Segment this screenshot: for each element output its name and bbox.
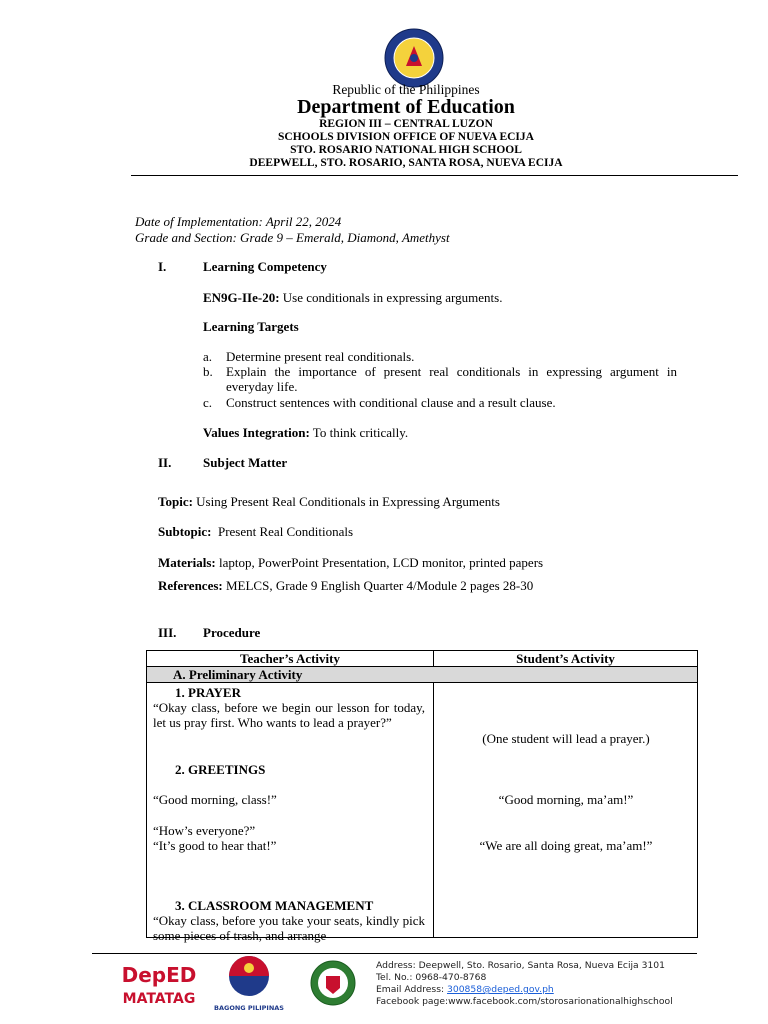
deped-logo-text: DepED (121, 963, 197, 987)
footer-divider (92, 953, 697, 954)
footer-address: Address: Deepwell, Sto. Rosario, Santa Rosa, Nueva Ecija 3101 (376, 960, 665, 971)
footer-facebook[interactable]: Facebook page:www.facebook.com/storosarionationalhighschool (376, 996, 673, 1007)
implementation-date: Date of Implementation: April 22, 2024 (135, 214, 342, 229)
materials-text: laptop, PowerPoint Presentation, LCD monitor, printed papers (219, 555, 544, 570)
prayer-teacher-text: “Okay class, before we begin our lesson for today, let us pray first. Who wants to lead a prayer?” (153, 700, 425, 731)
target-item: Determine present real conditionals. (226, 349, 415, 364)
topic-text: Using Present Real Conditionals in Expressing Arguments (196, 494, 500, 509)
email-link[interactable]: 300858@deped.gov.ph (447, 984, 554, 995)
prayer-title: 1. PRAYER (175, 685, 241, 700)
references (158, 579, 533, 594)
target-letter: c. (203, 395, 213, 410)
grade-section: Grade and Section: Grade 9 – Emerald, Diamond, Amethyst (135, 230, 450, 245)
subtopic-text: Present Real Conditionals (217, 524, 354, 539)
section-1-title: Learning Competency (203, 259, 327, 274)
preliminary-activity-label: A. Preliminary Activity (147, 667, 698, 683)
classroom-management-title: 3. CLASSROOM MANAGEMENT (175, 898, 374, 913)
competency-text: Use conditionals in expressing arguments. (282, 290, 503, 305)
section-3-number: III. (158, 625, 177, 640)
target-item: Explain the importance of present real conditionals in expressing argument in everyday life. (226, 364, 677, 394)
deped-matatag-logo (118, 958, 200, 1010)
school-name: STO. ROSARIO NATIONAL HIGH SCHOOL (290, 144, 522, 156)
region-line: REGION III – CENTRAL LUZON (319, 118, 493, 130)
email-label: Email Address: (376, 984, 448, 995)
classroom-management-text: “Okay class, before you take your seats, kindly pick some pieces of trash, and arrange (153, 913, 425, 944)
competency (203, 291, 502, 306)
table-header-row (147, 651, 698, 667)
target-letter: a. (203, 349, 213, 364)
topic-label: Topic: (158, 494, 193, 509)
competency-code: EN9G-IIe-20: (203, 290, 280, 305)
preliminary-row (147, 667, 698, 683)
greeting-student-1: “Good morning, ma’am!” (498, 792, 634, 807)
teacher-activity-header: Teacher’s Activity (147, 651, 434, 667)
materials-label: Materials: (158, 555, 216, 570)
division-line: SCHOOLS DIVISION OFFICE OF NUEVA ECIJA (278, 131, 534, 143)
target-letter: b. (203, 364, 213, 379)
footer-tel: Tel. No.: 0968-470-8768 (376, 972, 487, 983)
procedure-table (146, 650, 698, 944)
teacher-activity-cell (147, 683, 434, 944)
bagong-pilipinas-text: BAGONG PILIPINAS (214, 1004, 284, 1012)
subtopic (158, 525, 353, 540)
values-integration (203, 426, 408, 441)
values-text: To think critically. (312, 425, 409, 440)
republic-line: Republic of the Philippines (332, 82, 480, 97)
greeting-teacher-3: “It’s good to hear that!” (153, 838, 277, 853)
prayer-student-response: (One student will lead a prayer.) (482, 731, 650, 746)
school-seal-logo (310, 960, 356, 1006)
student-activity-header: Student’s Activity (434, 651, 698, 667)
target-item: Construct sentences with conditional clause and a result clause. (226, 395, 556, 410)
learning-targets-title: Learning Targets (203, 319, 299, 334)
topic (158, 495, 500, 510)
references-text: MELCS, Grade 9 English Quarter 4/Module 2 pages 28-30 (225, 578, 534, 593)
section-1-number: I. (158, 259, 167, 274)
footer-email (376, 985, 554, 994)
school-address: DEEPWELL, STO. ROSARIO, SANTA ROSA, NUEVA ECIJA (249, 157, 563, 169)
section-3-title: Procedure (203, 625, 261, 640)
matatag-text: MATATAG (122, 991, 196, 1007)
bagong-pilipinas-logo (212, 954, 286, 1014)
values-label: Values Integration: (203, 425, 310, 440)
subtopic-label: Subtopic: (158, 524, 212, 539)
header-divider (131, 175, 738, 176)
deped-seal-logo (384, 28, 444, 88)
materials (158, 556, 543, 571)
greeting-teacher-1: “Good morning, class!” (153, 792, 277, 807)
greetings-title: 2. GREETINGS (175, 762, 266, 777)
section-2-title: Subject Matter (203, 455, 288, 470)
student-activity-cell (434, 683, 698, 938)
greeting-teacher-2: “How’s everyone?” (153, 823, 256, 838)
references-label: References: (158, 578, 223, 593)
greeting-student-2: “We are all doing great, ma’am!” (479, 838, 653, 853)
department-title: Department of Education (297, 96, 515, 118)
section-2-number: II. (158, 455, 172, 470)
table-row (147, 683, 698, 938)
